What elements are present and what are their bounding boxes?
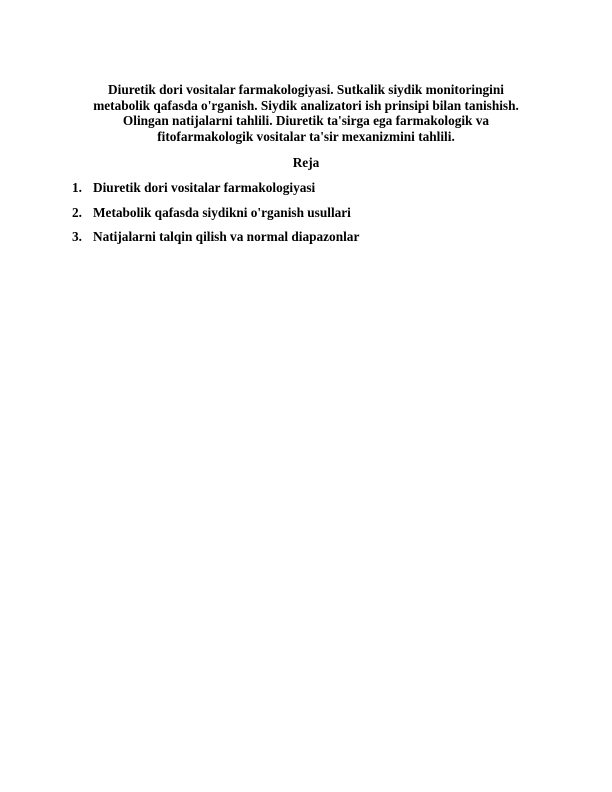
title-line: fitofarmakologik vositalar ta'sir mexanizmini tahlili. bbox=[157, 128, 455, 144]
plan-item-text: Metabolik qafasda siydikni o'rganish usullari bbox=[93, 204, 351, 220]
title-line: metabolik qafasda o'rganish. Siydik analizatori ish prinsipi bilan tanishish. bbox=[93, 97, 519, 113]
plan-item-number: 2. bbox=[72, 204, 82, 220]
plan-heading: Reja bbox=[292, 155, 320, 170]
plan-item-text: Natijalarni talqin qilish va normal diapazonlar bbox=[93, 229, 360, 244]
plan-item-number: 3. bbox=[72, 229, 82, 244]
title-line: Diuretik dori vositalar farmakologiyasi. Sutkalik siydik monitoringini bbox=[108, 82, 504, 97]
document-title bbox=[66, 82, 546, 144]
plan-item-number: 1. bbox=[72, 180, 82, 195]
plan-item-text: Diuretik dori vositalar farmakologiyasi bbox=[93, 180, 316, 195]
title-line: Olingan natijalarni tahlili. Diuretik ta'sirga ega farmakologik va bbox=[122, 113, 490, 129]
